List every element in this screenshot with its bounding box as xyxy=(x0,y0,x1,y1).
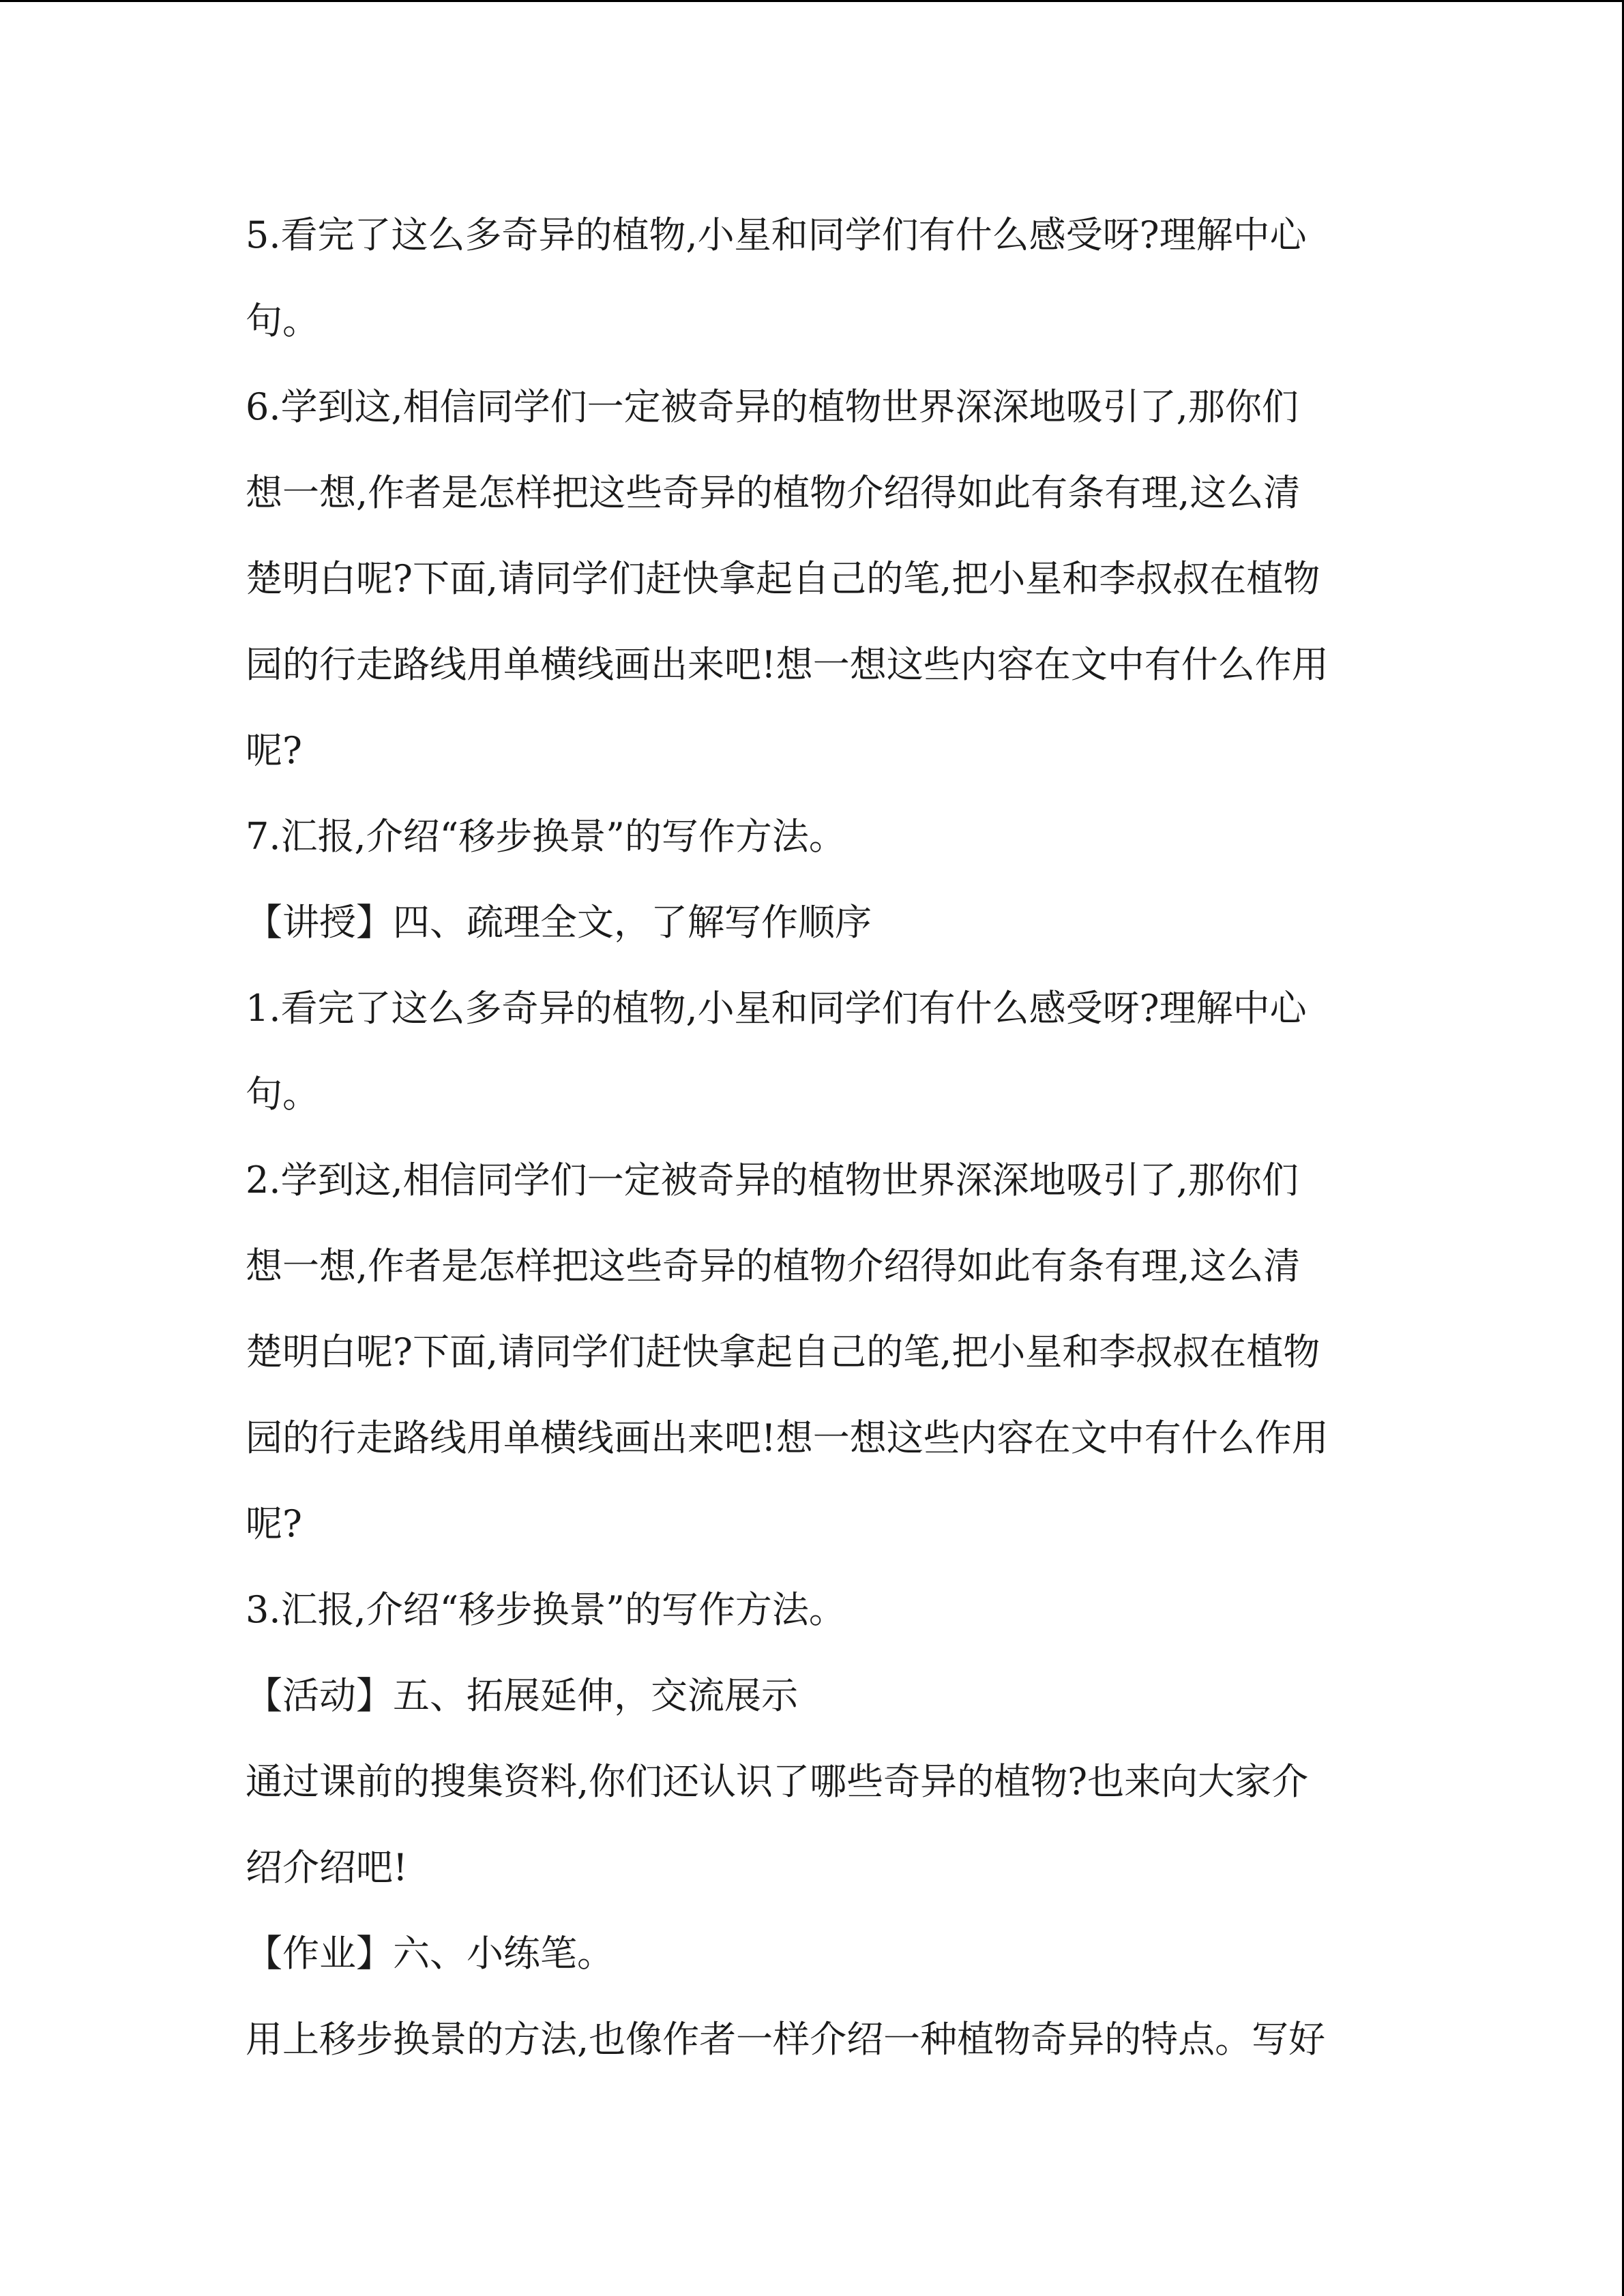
text-line: 园的行走路线用单横线画出来吧!想一想这些内容在文中有什么作用 xyxy=(246,643,1329,686)
text-line: 呢? xyxy=(246,1502,302,1545)
document-body xyxy=(246,213,1378,2104)
text-line: 6.学到这,相信同学们一定被奇异的植物世界深深地吸引了,那你们 xyxy=(246,385,1299,428)
text-line: 楚明白呢?下面,请同学们赶快拿起自己的笔,把小星和李叔叔在植物 xyxy=(246,1330,1320,1373)
text-line: 7.汇报,介绍“移步换景”的写作方法。 xyxy=(246,815,846,858)
text-line: 绍介绍吧! xyxy=(246,1846,408,1889)
text-line: 用上移步换景的方法,也像作者一样介绍一种植物奇异的特点。写好 xyxy=(246,2018,1326,2061)
text-line: 5.看完了这么多奇异的植物,小星和同学们有什么感受呀?理解中心 xyxy=(246,213,1307,256)
text-line: 通过课前的搜集资料,你们还认识了哪些奇异的植物?也来向大家介 xyxy=(246,1760,1309,1803)
text-line: 想一想,作者是怎样把这些奇异的植物介绍得如此有条有理,这么清 xyxy=(246,1244,1301,1287)
text-line: 句。 xyxy=(246,299,319,342)
text-line: 1.看完了这么多奇异的植物,小星和同学们有什么感受呀?理解中心 xyxy=(246,987,1307,1030)
text-line: 呢? xyxy=(246,729,302,772)
text-line: 2.学到这,相信同学们一定被奇异的植物世界深深地吸引了,那你们 xyxy=(246,1159,1299,1202)
section-heading: 【活动】五、拓展延伸，交流展示 xyxy=(246,1674,798,1717)
text-line: 句。 xyxy=(246,1073,319,1116)
text-line: 想一想,作者是怎样把这些奇异的植物介绍得如此有条有理,这么清 xyxy=(246,471,1301,514)
text-line: 3.汇报,介绍“移步换景”的写作方法。 xyxy=(246,1588,846,1631)
section-heading: 【作业】六、小练笔。 xyxy=(246,1932,614,1975)
text-line: 园的行走路线用单横线画出来吧!想一想这些内容在文中有什么作用 xyxy=(246,1416,1329,1459)
section-heading: 【讲授】四、疏理全文，了解写作顺序 xyxy=(246,901,872,944)
text-line: 楚明白呢?下面,请同学们赶快拿起自己的笔,把小星和李叔叔在植物 xyxy=(246,557,1320,600)
